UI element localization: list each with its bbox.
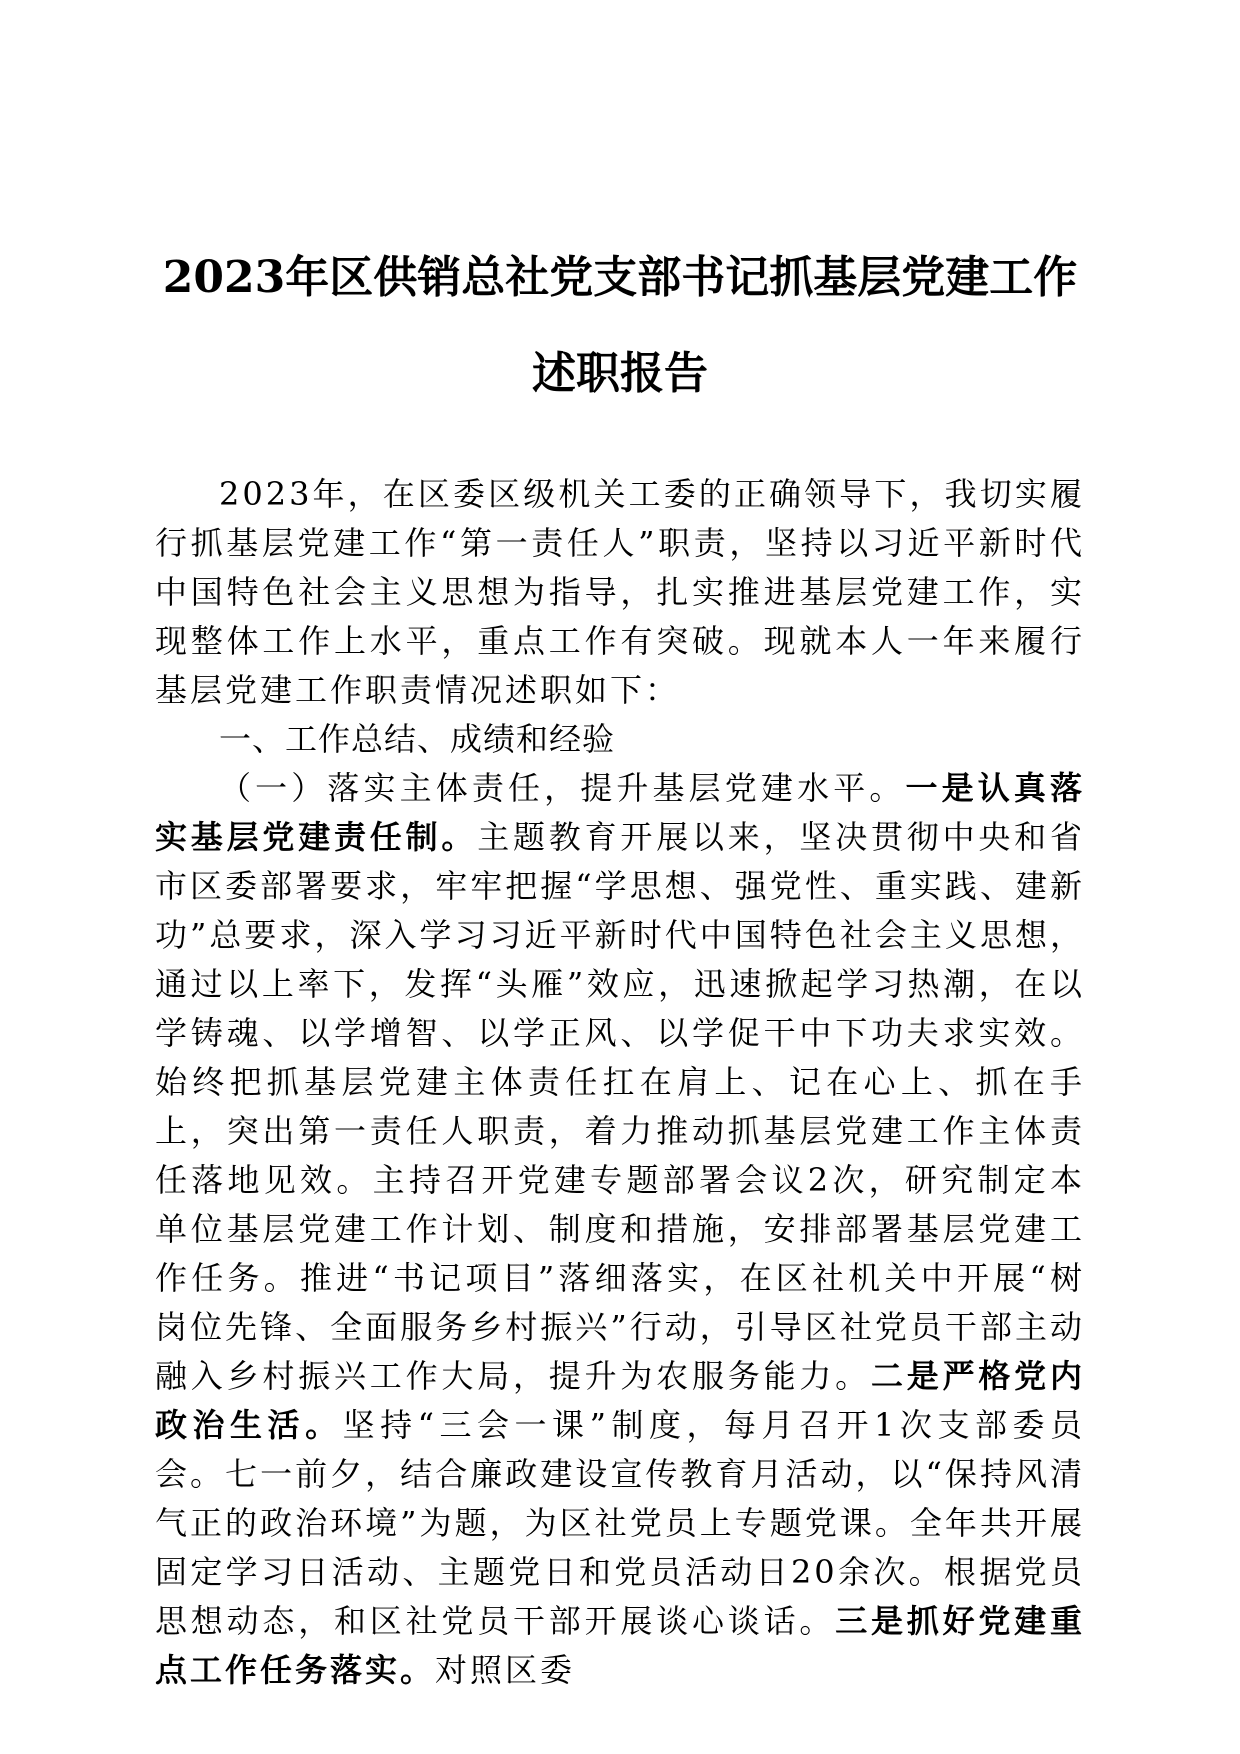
document-body (155, 470, 1085, 1695)
section-heading: 一、工作总结、成绩和经验 (219, 720, 616, 758)
point-text: 坚持“三会一课”制度，每月召开1次支部委员会。七一前夕，结合廉政建设宣传教育月活动，以“保持风清气正的政治环境”为题，为区社党员上专题党课。全年共开展固定学习日活动、主题党日和党员活动日20余次。根据党员思想动态，和区社党员干部开展谈心谈话。 (155, 1406, 1085, 1640)
point-text: 主题教育开展以来，坚决贯彻中央和省市区委部署要求，牢牢把握“学思想、强党性、重实践、建新功”总要求，深入学习习近平新时代中国特色社会主义思想，通过以上率下，发挥“头雁”效应，迅速掀起学习热潮，在以学铸魂、以学增智、以学正风、以学促干中下功夫求实效。始终把抓基层党建主体责任扛在肩上、记在心上、抓在手上，突出第一责任人职责，着力推动抓基层党建工作主体责任落地见效。主持召开党建专题部署会议2次，研究制定本单位基层党建工作计划、制度和措施，安排部署基层党建工作任务。推进“书记项目”落细落实，在区社机关中开展“树岗位先锋、全面服务乡村振兴”行动，引导区社党员干部主动融入乡村振兴工作大局，提升为农服务能力。 (155, 818, 1085, 1395)
point-title: 一是认真落实基层党建责任制。 (155, 769, 1085, 856)
document-title: 2023年区供销总社党支部书记抓基层党建工作述职报告 (162, 252, 1078, 399)
point-text: 对照区委 (435, 1651, 576, 1689)
intro-paragraph: 2023年，在区委区级机关工委的正确领导下，我切实履行抓基层党建工作“第一责任人”职责，坚持以习近平新时代中国特色社会主义思想为指导，扎实推进基层党建工作，实现整体工作上水平，重点工作有突破。现就本人一年来履行基层党建工作职责情况述职如下： (155, 475, 1085, 709)
point-title: 二是严格党内政治生活。 (155, 1357, 1085, 1444)
section-paragraph (155, 764, 1085, 1695)
point-title: 三是抓好党建重点工作任务落实。 (155, 1602, 1085, 1689)
subsection-lead: （一）落实主体责任，提升基层党建水平。 (219, 769, 906, 807)
